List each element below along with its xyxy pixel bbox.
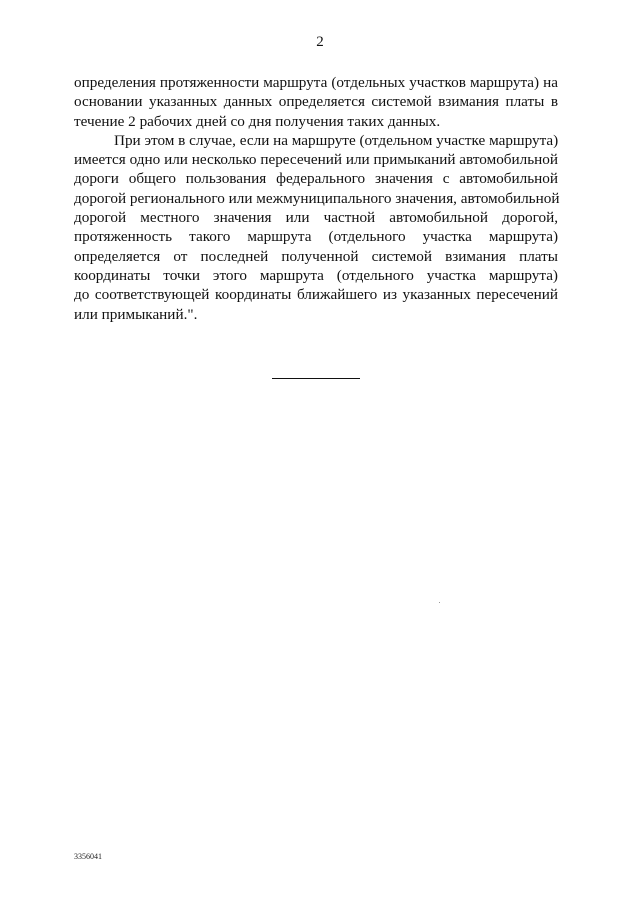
scan-speck: [439, 602, 440, 603]
body-text: [74, 73, 558, 324]
paragraph-2: [74, 131, 558, 324]
paragraph-2-line: определяется от последней полученной системой взимания платы: [74, 247, 558, 265]
paragraph-2-line: координаты точки этого маршрута (отдельного участка маршрута): [74, 266, 558, 284]
paragraph-1: [74, 73, 558, 131]
paragraph-2-line: до соответствующей координаты ближайшего из указанных пересечений: [74, 286, 558, 304]
paragraph-2-line: При этом в случае, если на маршруте (отдельном участке маршрута): [114, 131, 559, 149]
paragraph-2-line: дороги общего пользования федерального значения с автомобильной: [74, 170, 558, 188]
page-number: 2: [316, 34, 324, 50]
paragraph-1-line: основании указанных данных определяется системой взимания платы в: [74, 93, 558, 111]
end-separator-line: [272, 378, 360, 379]
paragraph-2-line: протяженность такого маршрута (отдельного участка маршрута): [74, 228, 558, 246]
document-code: 3356041: [74, 852, 102, 861]
paragraph-1-line: течение 2 рабочих дней со дня получения таких данных.: [74, 112, 441, 130]
paragraph-2-line: или примыканий.".: [74, 305, 198, 323]
paragraph-2-line: имеется одно или несколько пересечений или примыканий автомобильной: [74, 151, 558, 169]
paragraph-2-line: дорогой регионального или межмуниципального значения, автомобильной: [74, 189, 560, 207]
paragraph-1-line: определения протяженности маршрута (отдельных участков маршрута) на: [74, 74, 558, 91]
paragraph-2-line: дорогой местного значения или частной автомобильной дорогой,: [74, 209, 558, 227]
